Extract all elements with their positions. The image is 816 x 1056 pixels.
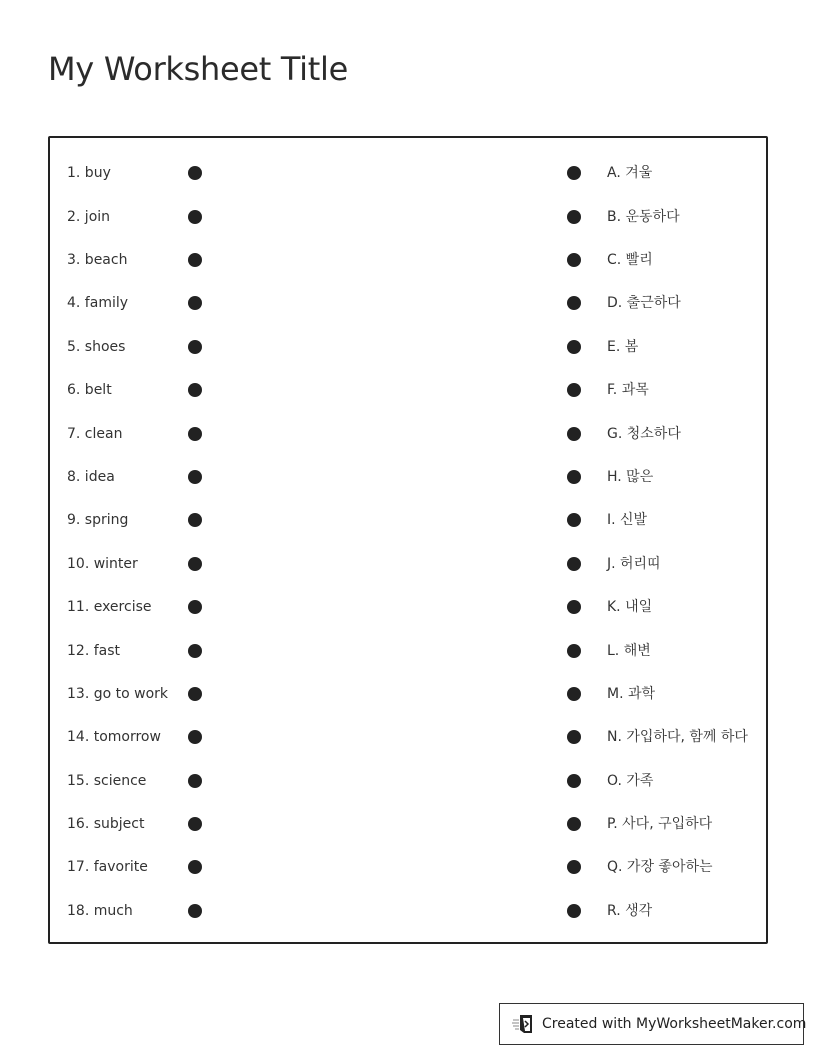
right-connector-dot[interactable] [567,513,581,527]
right-item-label: H. 많은 [607,469,654,485]
left-connector-dot[interactable] [188,687,202,701]
right-connector-dot[interactable] [567,383,581,397]
match-row [50,901,766,921]
left-item-label: 4. family [67,295,129,311]
match-row [50,554,766,574]
left-item-label: 12. fast [67,643,121,659]
right-item-label: R. 생각 [607,903,653,919]
right-item-label: A. 겨울 [607,165,653,181]
right-item-label: M. 과학 [607,686,656,702]
left-connector-dot[interactable] [188,557,202,571]
right-item-label: D. 출근하다 [607,295,681,311]
right-connector-dot[interactable] [567,817,581,831]
left-item-label: 2. join [67,209,111,225]
right-item-label: O. 가족 [607,773,654,789]
left-connector-dot[interactable] [188,600,202,614]
worksheet-maker-logo-icon [512,1013,536,1035]
right-connector-dot[interactable] [567,644,581,658]
right-item-label: N. 가입하다, 함께 하다 [607,729,748,745]
right-connector-dot[interactable] [567,340,581,354]
left-connector-dot[interactable] [188,774,202,788]
match-row [50,207,766,227]
right-connector-dot[interactable] [567,774,581,788]
left-item-label: 5. shoes [67,339,126,355]
left-connector-dot[interactable] [188,644,202,658]
left-item-label: 14. tomorrow [67,729,161,745]
match-row [50,771,766,791]
left-connector-dot[interactable] [188,340,202,354]
right-connector-dot[interactable] [567,427,581,441]
right-connector-dot[interactable] [567,904,581,918]
left-connector-dot[interactable] [188,860,202,874]
left-connector-dot[interactable] [188,470,202,484]
match-row [50,857,766,877]
right-connector-dot[interactable] [567,557,581,571]
right-item-label: C. 빨리 [607,252,653,268]
match-row [50,337,766,357]
right-connector-dot[interactable] [567,253,581,267]
right-connector-dot[interactable] [567,687,581,701]
left-item-label: 15. science [67,773,147,789]
match-row [50,510,766,530]
left-connector-dot[interactable] [188,904,202,918]
right-connector-dot[interactable] [567,860,581,874]
left-item-label: 11. exercise [67,599,152,615]
left-item-label: 18. much [67,903,133,919]
right-connector-dot[interactable] [567,210,581,224]
left-item-label: 7. clean [67,426,123,442]
left-item-label: 1. buy [67,165,111,181]
match-row [50,250,766,270]
left-connector-dot[interactable] [188,513,202,527]
match-row [50,727,766,747]
right-connector-dot[interactable] [567,730,581,744]
match-row [50,597,766,617]
right-item-label: B. 운동하다 [607,209,680,225]
right-item-label: E. 봄 [607,339,639,355]
left-connector-dot[interactable] [188,383,202,397]
right-item-label: L. 해변 [607,643,651,659]
footer-attribution-text: Created with MyWorksheetMaker.com [542,1016,807,1032]
left-item-label: 10. winter [67,556,138,572]
right-item-label: G. 청소하다 [607,426,681,442]
match-row [50,641,766,661]
match-row [50,380,766,400]
left-connector-dot[interactable] [188,730,202,744]
left-connector-dot[interactable] [188,817,202,831]
left-item-label: 16. subject [67,816,145,832]
match-row [50,467,766,487]
left-item-label: 13. go to work [67,686,169,702]
right-item-label: I. 신발 [607,512,648,528]
left-connector-dot[interactable] [188,166,202,180]
right-item-label: K. 내일 [607,599,653,615]
right-item-label: J. 허리띠 [607,556,661,572]
match-row [50,684,766,704]
page-title: My Worksheet Title [48,50,348,88]
right-item-label: P. 사다, 구입하다 [607,816,713,832]
right-item-label: F. 과목 [607,382,649,398]
right-connector-dot[interactable] [567,296,581,310]
left-item-label: 6. belt [67,382,112,398]
left-connector-dot[interactable] [188,210,202,224]
right-connector-dot[interactable] [567,166,581,180]
left-item-label: 9. spring [67,512,129,528]
left-item-label: 3. beach [67,252,128,268]
footer-attribution-badge[interactable] [499,1003,807,1045]
left-item-label: 8. idea [67,469,115,485]
match-row [50,163,766,183]
right-connector-dot[interactable] [567,600,581,614]
left-connector-dot[interactable] [188,296,202,310]
right-connector-dot[interactable] [567,470,581,484]
match-row [50,814,766,834]
left-connector-dot[interactable] [188,427,202,441]
match-row [50,424,766,444]
right-item-label: Q. 가장 좋아하는 [607,859,713,875]
left-connector-dot[interactable] [188,253,202,267]
matching-box [48,136,768,944]
left-item-label: 17. favorite [67,859,148,875]
match-row [50,293,766,313]
